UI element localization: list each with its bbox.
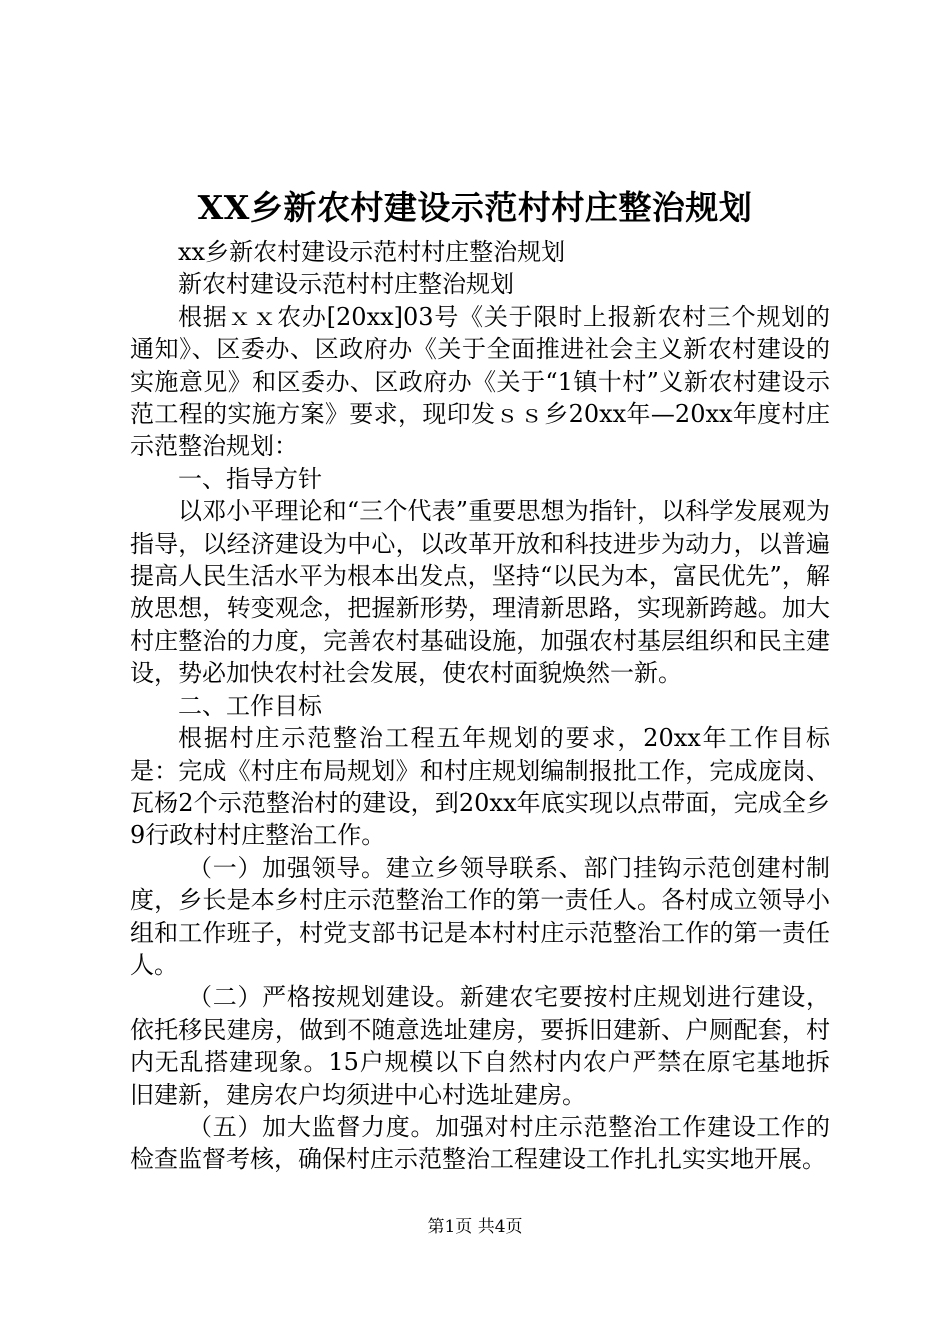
paragraph-item-1: （一）加强领导。建立乡领导联系、部门挂钩示范创建村制度，乡长是本乡村庄示范整治工作的第一责任人。各村成立领导小组和工作班子，村党支部书记是本村村庄示范整治工作的第一责任人。 bbox=[130, 853, 830, 979]
paragraph-subtitle: xx乡新农村建设示范村村庄整治规划 bbox=[178, 238, 566, 266]
paragraph-subtitle-2: 新农村建设示范村村庄整治规划 bbox=[178, 270, 514, 299]
paragraph-item-2: （二）严格按规划建设。新建农宅要按村庄规划进行建设，依托移民建房，做到不随意选址建房，要拆旧建新、户厕配套，村内无乱搭建现象。15户规模以下自然村内农户严禁在原宅基地拆旧建新，建房农户均须进中心村选址建房。 bbox=[130, 983, 830, 1109]
paragraph-item-5: （五）加大监督力度。加强对村庄示范整治工作建设工作的检查监督考核，确保村庄示范整治工程建设工作扎扎实实地开展。 bbox=[130, 1112, 830, 1174]
page-number-footer: 第1页 共4页 bbox=[427, 1217, 523, 1237]
document-body bbox=[130, 236, 830, 1176]
section-heading-guideline: 一、指导方针 bbox=[178, 464, 322, 493]
paragraph-intro: 根据ｘｘ农办[20xx]03号《关于限时上报新农村三个规划的通知》、区委办、区政府办《关于全面推进社会主义新农村建设的实施意见》和区委办、区政府办《关于“1镇十村”义新农村建设示范工程的实施方案》要求，现印发ｓｓ乡20xx年—20xx年度村庄示范整治规划： bbox=[130, 302, 830, 461]
section-heading-goals: 二、工作目标 bbox=[178, 691, 322, 720]
paragraph-guideline: 以邓小平理论和“三个代表”重要思想为指针，以科学发展观为指导，以经济建设为中心，以改革开放和科技进步为动力，以普遍提高人民生活水平为根本出发点，坚持“以民为本，富民优先”，解放思想，转变观念，把握新形势，理清新思路，实现新跨越。加大村庄整治的力度，完善农村基础设施，加强农村基层组织和民主建设，势必加快农村社会发展，使农村面貌焕然一新。 bbox=[130, 497, 830, 688]
paragraph-goals: 根据村庄示范整治工程五年规划的要求，20xx年工作目标是：完成《村庄布局规划》和村庄规划编制报批工作，完成庞岗、瓦杨2个示范整治村的建设，到20xx年底实现以点带面，完成全乡9行政村村庄整治工作。 bbox=[130, 724, 830, 850]
document-title: XX乡新农村建设示范村村庄整治规划 bbox=[197, 188, 753, 227]
